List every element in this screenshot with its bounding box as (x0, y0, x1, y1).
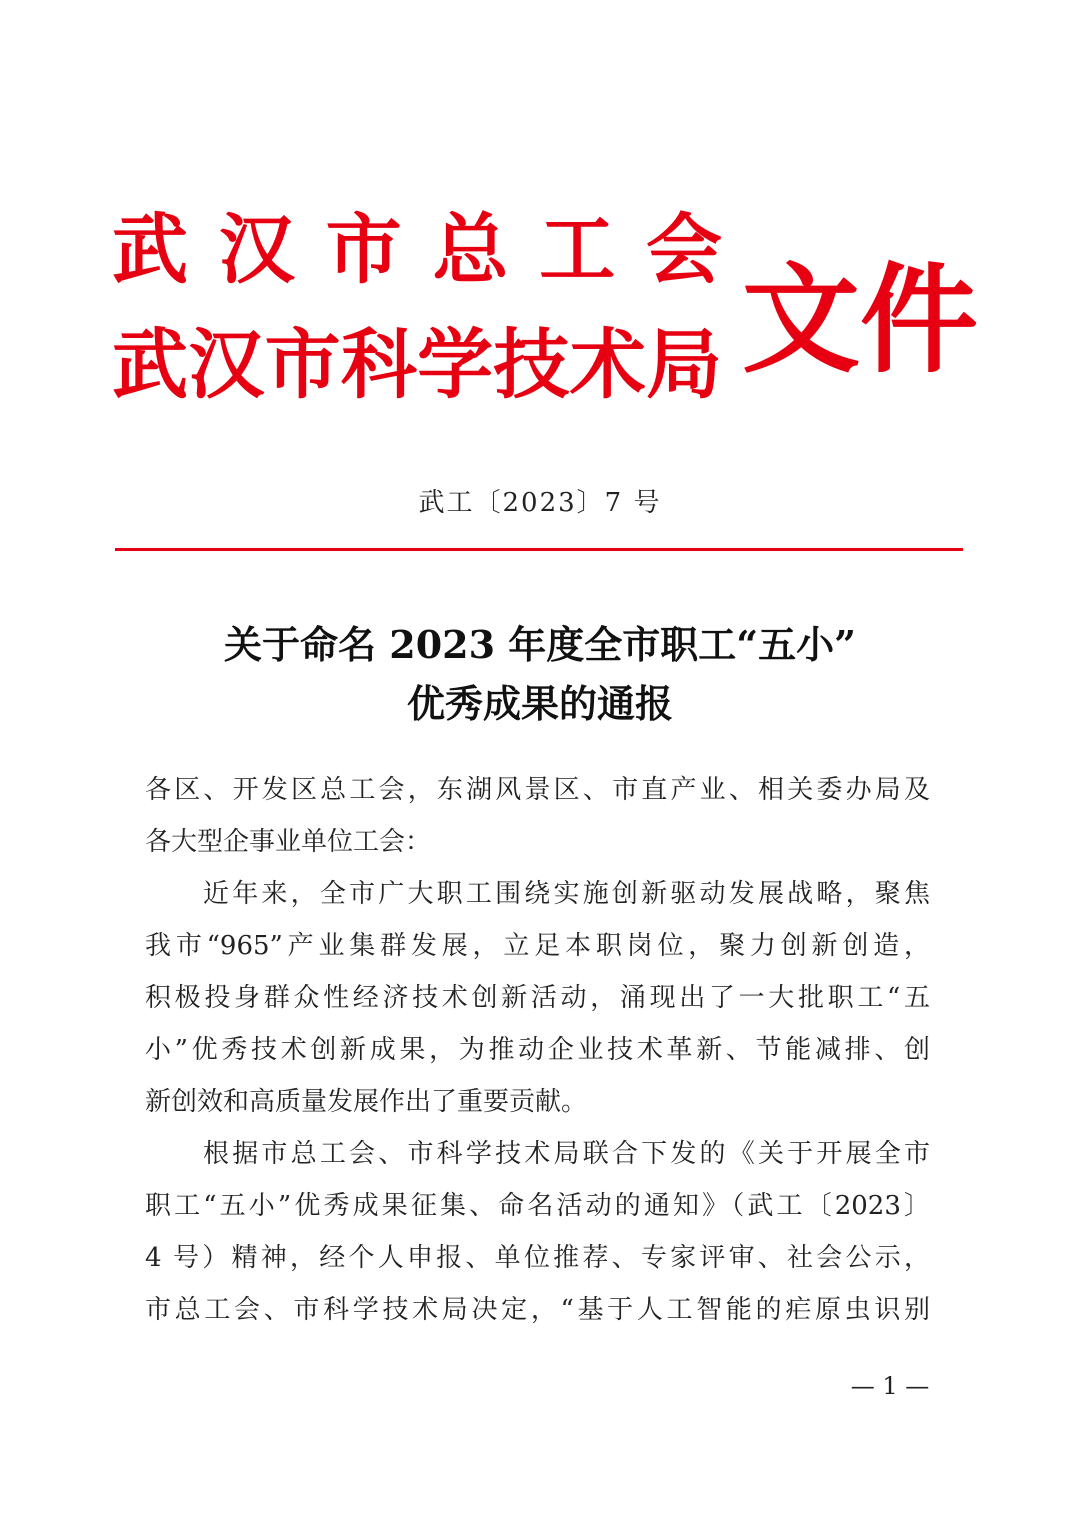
salutation-line: 各区、开发区总工会，东湖风景区、市直产业、相关委办局及 (145, 775, 930, 805)
paragraph-1-line: 近年来，全市广大职工围绕实施创新驱动发展战略，聚焦 (203, 879, 930, 909)
document-header (112, 200, 979, 430)
document-number: 武工〔2023〕7 号 (418, 488, 662, 518)
document-title-line-2: 优秀成果的通报 (406, 681, 673, 726)
document-title-line-1: 关于命名 2023 年度全市职工“五小” (224, 622, 856, 667)
document-label: 文 件 (742, 250, 979, 389)
paragraph-2-line: 市总工会、市科学技术局决定，“基于人工智能的疟原虫识别 (145, 1295, 930, 1325)
salutation-line: 各大型企事业单位工会： (145, 827, 432, 857)
red-divider (115, 548, 963, 551)
issuer-line-science-bureau: 武 汉 市 科 学 技 术 局 (112, 320, 722, 409)
paragraph-1-line: 小”优秀技术创新成果，为推动企业技术革新、节能减排、创 (145, 1035, 930, 1065)
page-number: — 1 — (850, 1372, 930, 1400)
paragraph-1-line: 新创效和高质量发展作出了重要贡献。 (145, 1087, 588, 1117)
issuer-line-federation: 武 汉 市 总 工 会 (112, 205, 722, 294)
paragraph-2-line: 4 号）精神，经个人申报、单位推荐、专家评审、社会公示， (145, 1243, 930, 1273)
paragraph-2-line: 根据市总工会、市科学技术局联合下发的《关于开展全市 (203, 1139, 930, 1169)
paragraph-1-line: 积极投身群众性经济技术创新活动，涌现出了一大批职工“五 (145, 983, 930, 1013)
paragraph-1-line: 我市“965”产业集群发展，立足本职岗位，聚力创新创造， (145, 931, 930, 961)
paragraph-2-line: 职工“五小”优秀成果征集、命名活动的通知》（武工〔2023〕 (145, 1191, 930, 1221)
document-body (145, 764, 930, 1336)
